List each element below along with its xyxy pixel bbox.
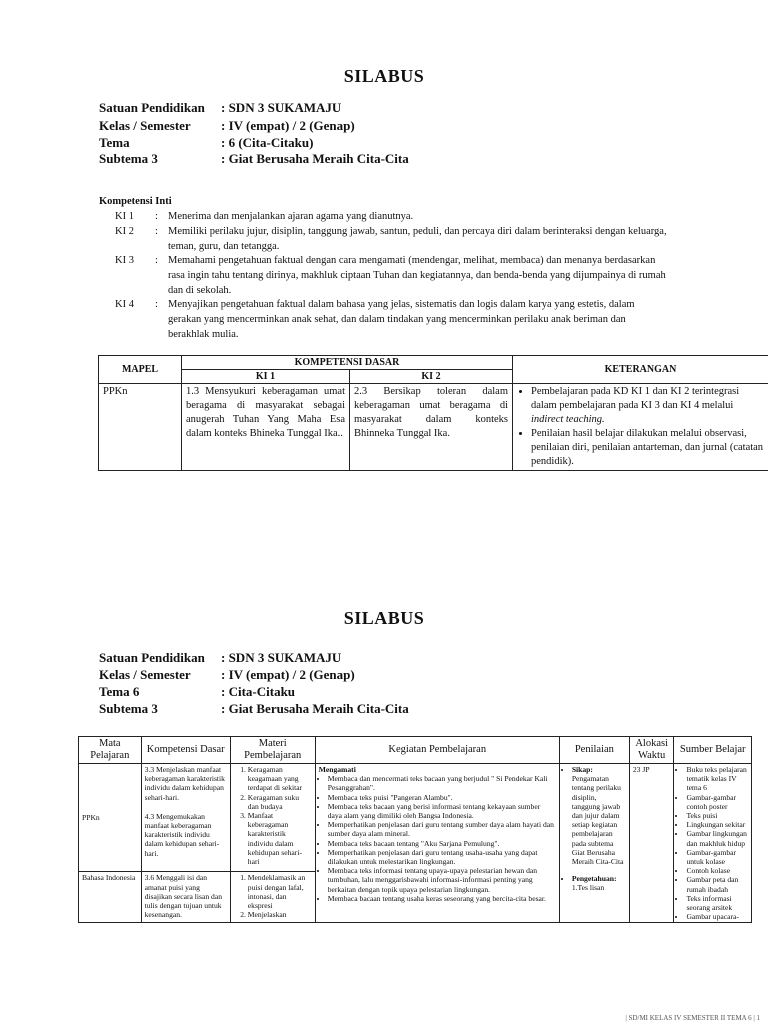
col-header-materi: Materi Pembelajaran	[230, 737, 315, 764]
table-row	[99, 384, 768, 471]
sumber-item: • Gambar peta dan rumah ibadah	[686, 875, 748, 893]
materi-item: 1. Mendeklamasik an puisi dengan lafal, intonasi, dan ekspresi	[248, 873, 312, 910]
cell-materi-bi	[230, 872, 315, 923]
kegiatan-item: • Membaca teks informasi tentang upaya-upaya pelestarian hewan dan tumbuhan, lalu menggarisbawahi informasi-informasi penting yang berkaitan dengan topik upaya pelestarian lingkungan.	[328, 866, 556, 894]
kegiatan-item: • Membaca teks puisi "Pangeran Alambu".	[328, 793, 556, 802]
table-header-row	[79, 737, 752, 764]
table-header-row	[99, 356, 768, 370]
col-header-alokasi: Alokasi Waktu	[629, 737, 674, 764]
sumber-item: • Lingkungan sekitar	[686, 820, 748, 829]
kd-text: 3.3 Menjelaskan manfaat keberagaman karakteristik individu dalam kehidupan sehari-hari.	[144, 765, 225, 802]
info-label: Tema 6	[99, 684, 140, 699]
keterangan-italic: indirect teaching.	[531, 414, 605, 425]
keterangan-item: • Penilaian hasil belajar dilakukan melalui observasi, penilaian diri, penilaian antarteman, dan jurnal (catatan pendidik).	[531, 427, 764, 469]
sumber-item: • Gambar upacara-	[686, 912, 748, 921]
info-label: Tema	[99, 135, 130, 150]
kegiatan-item: • Memperhatikan penjelasan dari guru tentang usaha-usaha yang dapat dilakukan untuk melestarikan lingkungan.	[328, 848, 556, 866]
info-label: Kelas / Semester	[99, 118, 191, 133]
info-value: : SDN 3 SUKAMAJU	[221, 650, 342, 665]
penilaian-item	[572, 765, 626, 866]
kegiatan-item: • Memperhatikan penjelasan dari guru tentang sumber daya alam hayati dan sumber daya alam mineral.	[328, 820, 556, 838]
penilaian-label: Sikap:	[571, 765, 593, 774]
col-header-ki1: KI 1	[182, 370, 350, 384]
col-header-kompetensi-dasar: KOMPETENSI DASAR	[182, 356, 513, 370]
info-value: : Giat Berusaha Meraih Cita-Cita	[221, 151, 409, 166]
ki-colon: :	[155, 211, 158, 222]
col-header-kompetensi-dasar: Kompetensi Dasar	[141, 737, 230, 764]
info-value: : Cita-Citaku	[221, 684, 296, 699]
col-header-ki2: KI 2	[350, 370, 513, 384]
sumber-item: • Buku teks pelajaran tematik kelas IV tema 6	[686, 765, 748, 793]
sumber-item: • Teks puisi	[686, 811, 748, 820]
col-header-kegiatan: Kegiatan Pembelajaran	[315, 737, 559, 764]
kegiatan-item: • Membaca teks bacaan yang berisi informasi tentang kekayaan sumber daya alam yang dimiliki oleh Bangsa Indonesia.	[328, 802, 556, 820]
ki-colon: :	[155, 255, 158, 266]
ki-code: KI 1	[115, 211, 134, 222]
penilaian-label: Pengetahuan:	[571, 874, 617, 884]
page-title-2: SILABUS	[343, 608, 425, 628]
info-value: : IV (empat) / 2 (Genap)	[221, 118, 355, 133]
ki-code: KI 2	[115, 226, 134, 237]
info-label: Kelas / Semester	[99, 667, 191, 682]
info-value: : 6 (Cita-Citaku)	[221, 135, 314, 150]
cell-ki1: 1.3 Mensyukuri keberagaman umat beragama di masyarakat sebagai anugerah Tuhan Yang Maha Esa dalam konteks Bhineka Tunggal Ika..	[182, 384, 350, 471]
kegiatan-item: • Membaca dan mencermati teks bacaan yang berjudul " Si Pendekar Kali Pesanggrahan".	[328, 774, 556, 792]
info-value: : SDN 3 SUKAMAJU	[221, 100, 342, 115]
ki-text: Menyajikan pengetahuan faktual dalam bahasa yang jelas, sistematis dan logis dalam karya yang estetis, dalam gerakan yang mencerminkan anak sehat, dan dalam tindakan yang mencerminkan perilaku anak beriman dan berakhlak mulia.	[168, 299, 635, 340]
cell-mapel-bi: Bahasa Indonesia	[79, 872, 142, 923]
page-title: SILABUS	[343, 66, 425, 86]
kegiatan-heading: Mengamati	[318, 765, 356, 774]
col-header-keterangan: KETERANGAN	[513, 356, 768, 384]
info-value: : IV (empat) / 2 (Genap)	[221, 667, 355, 682]
cell-mapel-ppkn: PPKn	[79, 764, 142, 872]
ki-colon: :	[155, 226, 158, 237]
info-value: : Giat Berusaha Meraih Cita-Cita	[221, 701, 409, 716]
col-header-penilaian: Penilaian	[559, 737, 629, 764]
cell-mapel: PPKn	[99, 384, 182, 471]
keterangan-item	[531, 385, 764, 427]
materi-item: 2. Keragaman suku dan budaya	[248, 793, 312, 811]
info-label: Subtema 3	[99, 701, 158, 716]
cell-kegiatan	[315, 764, 559, 923]
sumber-item: • Gambar-gambar untuk kolase	[686, 848, 748, 866]
cell-materi-ppkn	[230, 764, 315, 872]
sumber-item: • Contoh kolase	[686, 866, 748, 875]
materi-item: 2. Menjelaskan	[248, 910, 312, 919]
penilaian-text: Pengamatan tentang perilaku disiplin, tanggung jawab dan jujur dalam setiap kegiatan pembelajaran pada subtema Giat Berusaha Meraih Cita-Cita	[571, 774, 624, 867]
col-header-sumber: Sumber Belajar	[674, 737, 752, 764]
kd-table	[98, 355, 768, 471]
ki-heading: Kompetensi Inti	[99, 196, 172, 207]
cell-sumber	[674, 764, 752, 923]
ki-colon: :	[155, 299, 158, 310]
sumber-item: • Teks informasi seorang arsitek	[686, 894, 748, 912]
ki-text: Memiliki perilaku jujur, disiplin, tanggung jawab, santun, peduli, dan percaya diri dalam berinteraksi dengan keluarga, teman, guru, dan tetangga.	[168, 226, 667, 252]
ki-text: Menerima dan menjalankan ajaran agama yang dianutnya.	[168, 211, 414, 222]
col-header-mata-pelajaran: Mata Pelajaran	[79, 737, 142, 764]
kd-text: 4.3 Mengemukakan manfaat keberagaman karakteristik individu dalam kehidupan sehari-hari.	[144, 811, 220, 858]
kegiatan-item: • Membaca bacaan tentang usaha keras seseorang yang bercita-cita besar.	[328, 894, 556, 903]
info-label: Satuan Pendidikan	[99, 100, 205, 115]
penilaian-text: 1.Tes lisan	[571, 883, 605, 893]
ki-code: KI 4	[115, 299, 134, 310]
table-row	[79, 764, 752, 872]
cell-kd-ppkn	[141, 764, 230, 872]
sumber-item: • Gambar lingkungan dan makhluk hidup	[686, 829, 748, 847]
cell-penilaian	[559, 764, 629, 923]
cell-keterangan	[513, 384, 768, 471]
keterangan-text: Pembelajaran pada KD KI 1 dan KI 2 terintegrasi dalam pembelajaran pada KI 3 dan KI 4 melalui	[531, 386, 740, 411]
cell-ki2: 2.3 Bersikap toleran dalam keberagaman umat beragama di masyarakat dalam konteks Bhinneka Tunggal Ika.	[350, 384, 513, 471]
penilaian-item	[572, 874, 626, 892]
materi-item: 3. Manfaat keberagaman karakteristik individu dalam kehidupan sehari-hari	[248, 811, 312, 866]
cell-alokasi: 23 JP	[629, 764, 674, 923]
kegiatan-item: • Membaca teks bacaan tentang "Aku Sarjana Pemulung".	[328, 839, 556, 848]
info-label: Satuan Pendidikan	[99, 650, 205, 665]
col-header-mapel: MAPEL	[99, 356, 182, 384]
cell-kd-bi: 3.6 Menggali isi dan amanat puisi yang disajikan secara lisan dan tulis dengan tujuan untuk kesenangan.	[141, 872, 230, 923]
info-label: Subtema 3	[99, 151, 158, 166]
ki-text: Memahami pengetahuan faktual dengan cara mengamati (mendengar, melihat, membaca) dan menanya berdasarkan rasa ingin tahu tentang dirinya, makhluk ciptaan Tuhan dan kegiatannya, dan benda-benda yang dijumpainya di rumah dan di sekolah.	[168, 255, 666, 296]
ki-code: KI 3	[115, 255, 134, 266]
silabus-table	[78, 736, 752, 923]
sumber-item: • Gambar-gambar contoh poster	[686, 793, 748, 811]
materi-item: 1. Keragaman keagamaan yang terdapat di sekitar	[248, 765, 312, 793]
page-footer: | SD/MI KELAS IV SEMESTER II TEMA 6 | 1	[625, 1014, 760, 1022]
